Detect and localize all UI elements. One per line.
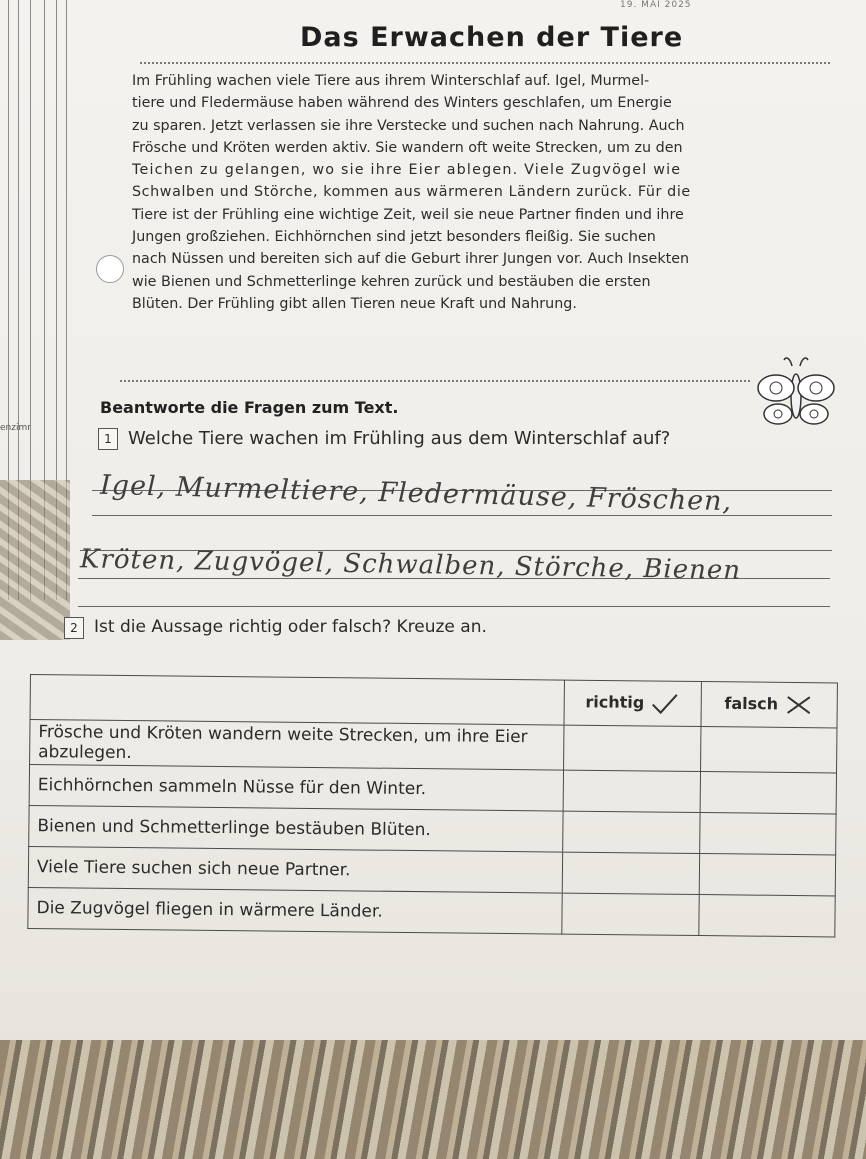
story-line: Frösche und Kröten werden aktiv. Sie wandern oft weite Strecken, um zu den <box>132 139 683 156</box>
statement-cell: Die Zugvögel fliegen in wärmere Länder. <box>28 887 563 934</box>
story-line: Jungen großziehen. Eichhörnchen sind jetzt besonders fleißig. Sie suchen <box>132 229 656 246</box>
col-true-label: richtig <box>585 692 645 712</box>
task-heading: Beantworte die Fragen zum Text. <box>100 398 399 417</box>
handwritten-answer[interactable]: Igel, Murmeltiere, Fledermäuse, Fröschen, <box>99 469 733 518</box>
question-1-text: Welche Tiere wachen im Frühling aus dem Winterschlaf auf? <box>128 428 671 449</box>
checkbox-false[interactable] <box>698 895 835 937</box>
butterfly-icon <box>752 352 842 432</box>
checkbox-false[interactable] <box>700 772 837 814</box>
dotted-frame-bottom <box>120 380 750 382</box>
checkbox-true[interactable] <box>563 811 700 853</box>
question-number: 2 <box>64 617 84 639</box>
question-number: 1 <box>98 428 118 450</box>
checkbox-true[interactable] <box>562 852 699 894</box>
checkbox-true[interactable] <box>562 893 699 935</box>
statement-cell: Viele Tiere suchen sich neue Partner. <box>28 846 563 893</box>
statement-cell: Bienen und Schmetterlinge bestäuben Blüten. <box>29 805 564 852</box>
table-row <box>28 887 835 936</box>
background-fabric-side <box>0 480 70 640</box>
header-statement <box>30 675 565 726</box>
date-stamp: 19. MAI 2025 <box>620 0 692 10</box>
story-line: tiere und Fledermäuse haben während des Winters geschlafen, um Energie <box>132 95 672 112</box>
story-line: zu sparen. Jetzt verlassen sie ihre Verstecke und suchen nach Nahrung. Auch <box>132 117 685 134</box>
checkbox-true[interactable] <box>563 770 700 812</box>
checkbox-false[interactable] <box>700 727 837 773</box>
checkbox-false[interactable] <box>699 813 836 855</box>
story-line: wie Bienen und Schmetterlinge kehren zurück und bestäuben die ersten <box>132 273 651 290</box>
statement-cell: Eichhörnchen sammeln Nüsse für den Winter. <box>29 765 564 812</box>
checkbox-true[interactable] <box>564 725 701 771</box>
story-line: Tiere ist der Frühling eine wichtige Zeit, weil sie neue Partner finden und ihre <box>132 206 684 223</box>
header-true <box>564 680 701 726</box>
header-false <box>701 682 838 728</box>
story-line: Blüten. Der Frühling gibt allen Tieren neue Kraft und Nahrung. <box>132 295 577 312</box>
col-false-label: falsch <box>724 693 779 714</box>
checkbox-false[interactable] <box>699 854 836 896</box>
true-false-table <box>27 674 838 937</box>
margin-note: enzimr <box>0 423 31 433</box>
statement-cell: Frösche und Kröten wandern weite Strecken, um ihre Eier abzulegen. <box>30 720 565 771</box>
story-line: nach Nüssen und bereiten sich auf die Geburt ihrer Jungen vor. Auch Insekten <box>132 251 690 268</box>
worksheet-title: Das Erwachen der Tiere <box>300 22 684 53</box>
background-fabric <box>0 1040 866 1159</box>
story-line: Teichen zu gelangen, wo sie ihre Eier ablegen. Viele Zugvögel wie <box>132 162 682 179</box>
story-line: Schwalben und Störche, kommen aus wärmeren Ländern zurück. Für die <box>132 184 691 201</box>
story-line: Im Frühling wachen viele Tiere aus ihrem Winterschlaf auf. Igel, Murmel- <box>132 73 650 89</box>
answer-line <box>78 606 830 607</box>
question-2-text: Ist die Aussage richtig oder falsch? Kreuze an. <box>94 617 487 637</box>
check-icon <box>650 691 680 715</box>
dotted-frame-top <box>140 62 830 64</box>
cross-icon <box>783 693 813 717</box>
punch-hole-icon <box>96 255 124 283</box>
handwritten-answer[interactable]: Kröten, Zugvögel, Schwalben, Störche, Bienen <box>79 544 742 586</box>
story-text <box>132 70 822 315</box>
